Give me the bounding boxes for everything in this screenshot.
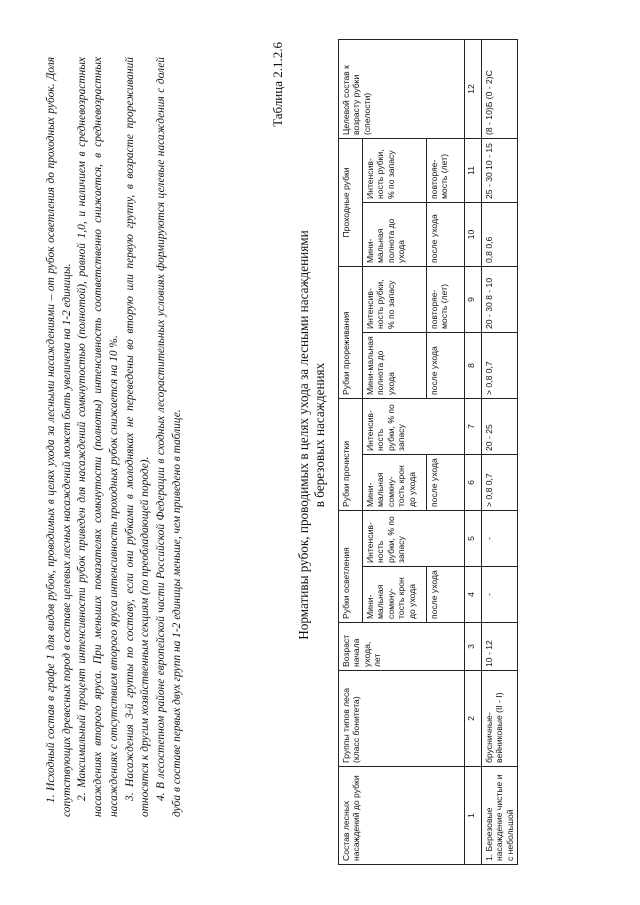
column-number-row [465,39,482,864]
header-clearing: Рубки осветления [339,511,363,623]
cell-passage-min: 0,8 0,6 [482,202,518,266]
header-passage-after: после ухода [427,202,465,266]
header-thinning-repeat: повторяе-мость (лет) [427,266,465,332]
column-number: 6 [465,455,482,511]
cell-thinning-int: 20 - 30 8 - 10 [482,266,518,332]
header-passage-repeat: повторяе-мость (лет) [427,138,465,202]
header-thinning-int: Интенсив-ность рубки, % по запасу [363,266,427,332]
table-title [296,45,328,825]
cell-composition: 1. Березовые насаждение чистые и с небольшой [482,767,518,865]
column-number: 5 [465,511,482,567]
cell-cleaning-min: > 0,8 0,7 [482,455,518,511]
column-number: 2 [465,671,482,767]
column-number: 4 [465,567,482,623]
header-passage: Проходные рубки [339,138,363,266]
header-cleaning-min: Мини-мальная сомкну-тость крон до ухода [363,455,427,511]
header-thinning-min: Мини-мальная полнота до ухода [363,333,427,399]
column-number: 10 [465,202,482,266]
cell-forest-type: брусничные-вейниковые (II - I) [482,671,518,767]
cell-clearing-int: - [482,511,518,567]
header-clearing-min: Мини-мальная сомкну-тость крон до ухода [363,567,427,623]
column-number: 8 [465,333,482,399]
column-number: 1 [465,767,482,865]
table-row [482,39,518,864]
header-target: Целевой состав к возрасту рубки (спелости) [339,39,465,138]
table-title-line-2: в березовых насаждениях [312,362,327,508]
note-1: 1. Исходный состав в графе 1 для видов рубок, проводимых в целях ухода за лесными насаждениями – от рубок осветления до проходных рубок. Доля сопутствующих древесных пород в составе целевых лесных насаждений может быть увеличена на 1-2 единицы. [45,57,73,817]
header-thinning: Рубки прореживания [339,266,363,398]
header-thinning-after: после ухода [427,333,465,399]
header-cleaning: Рубки прочистки [339,399,363,511]
header-cleaning-int: Интенсив-ность рубки, % по запасу [363,399,465,455]
column-number: 3 [465,623,482,671]
cell-passage-int: 25 - 30 10 - 15 [482,138,518,202]
header-age: Возраст начала ухода, лет [339,623,465,671]
column-number: 11 [465,138,482,202]
cell-clearing-min: - [482,567,518,623]
column-number: 12 [465,39,482,138]
cell-cleaning-int: 20 - 25 [482,399,518,455]
note-2: 2. Максимальный процент интенсивности рубок приведен для насаждений сомкнутостью (полнотой), равной 1,0, и наличием в средневозрастных насаждениях второго яруса. При меньших показателях сомкнутости (полноты) интенсивность соответственно снижается, в средневозрастных насаждениях с отсутствием второго яруса интенсивность проходных рубок снижается на 10 %. [76,57,120,817]
header-clearing-int: Интенсив-ность рубки, % по запасу [363,511,465,567]
header-clearing-after: после ухода [427,567,465,623]
note-3: 3. Насаждения 3-й группы по составу, если они рубками в молодняках не переведены во вторую или первую группу, в возрасте прореживаний относятся к другим хозяйственным секциям (по преобладающей породе). [123,57,152,817]
header-passage-int: Интенсив-ность рубки, % по запасу [363,138,427,202]
header-composition: Состав лесных насаждений до рубки [339,767,465,865]
column-number: 9 [465,266,482,332]
header-cleaning-after: после ухода [427,455,465,511]
cell-target: (8 - 10)Б (0 - 2)С [482,39,518,138]
table-number: Таблица 2.1.2.6 [270,42,285,127]
header-forest-type: Группы типов леса (класс бонитета) [339,671,465,767]
table-notes [44,57,185,817]
table-title-line-1: Нормативы рубок, проводимых в целях ухода за лесными насаждениями [296,230,311,640]
norms-table [338,39,518,865]
note-4: 4. В лесостепном районе европейской части Российской Федерации в сходных лесорастительных условиях формируются целевые насаждения с долей дуба в составе первых двух групп на 1-2 единицы меньше, чем приведено в таблице. [154,57,183,817]
header-passage-min: Мини-мальная полнота до ухода [363,202,427,266]
column-number: 7 [465,399,482,455]
cell-thinning-min: > 0,8 0,7 [482,333,518,399]
cell-age: 10 - 12 [482,623,518,671]
